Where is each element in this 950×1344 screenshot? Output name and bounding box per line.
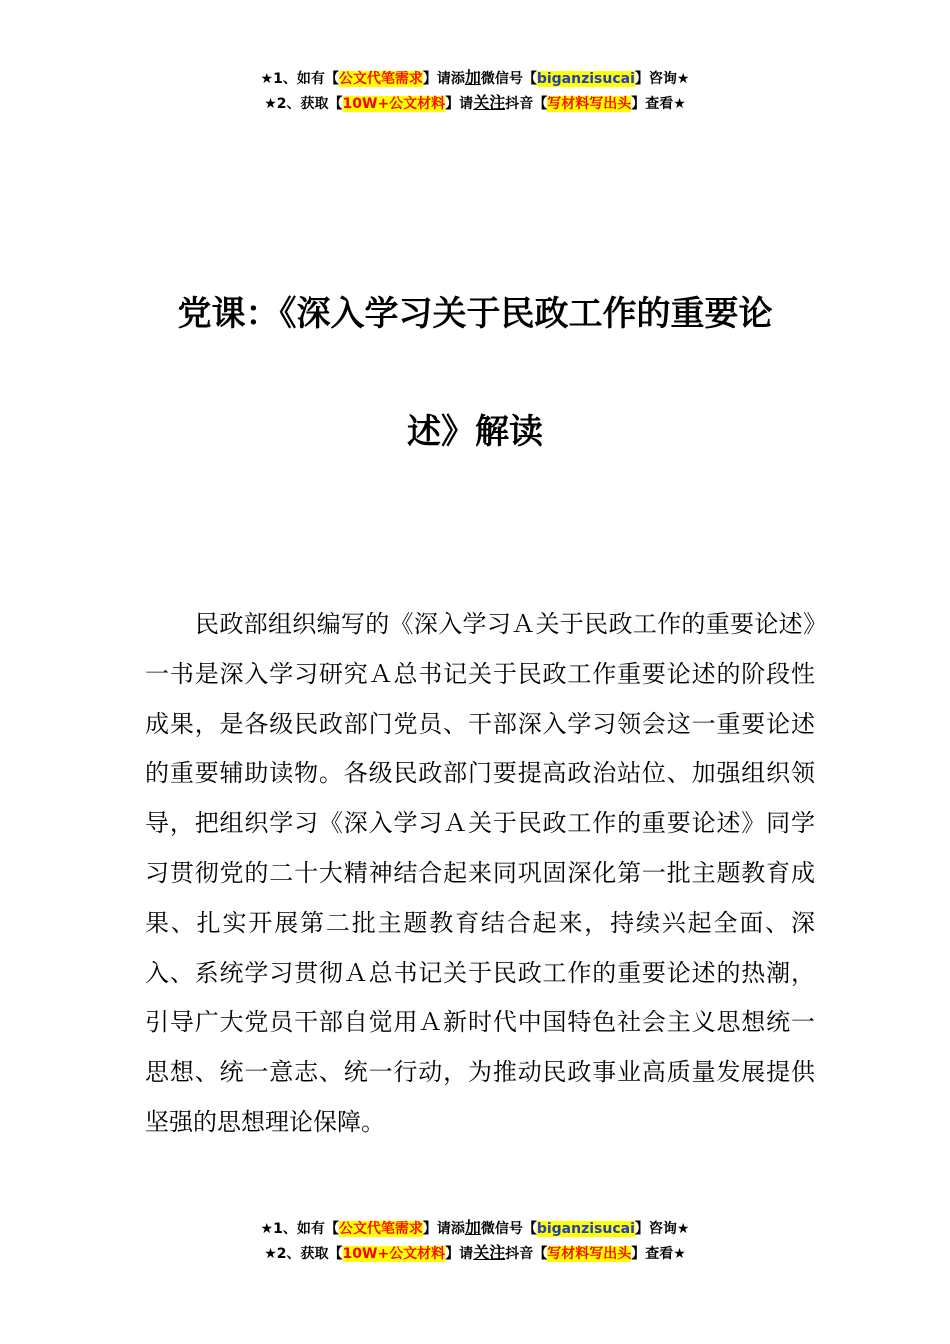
promo-line-1-prefix: ★1、如有【 <box>260 71 339 87</box>
promo-line-2-suffix: 】查看★ <box>631 1246 686 1262</box>
promo-line-2-suffix: 】查看★ <box>631 96 686 112</box>
promo-materials-highlight: 10W+公文材料 <box>342 96 446 112</box>
bottom-promo-banner <box>0 1216 950 1266</box>
promo-douyin-highlight: 写材料写出头 <box>547 1246 632 1262</box>
promo-materials-highlight: 10W+公文材料 <box>342 1246 446 1262</box>
promo-line-1-suffix: 】咨询★ <box>634 1221 690 1237</box>
promo-service-highlight: 公文代笔需求 <box>338 1221 423 1237</box>
promo-wechat-id-highlight: biganzisucai <box>536 1221 635 1237</box>
promo-line-2-emphasis: 关注 <box>473 93 506 112</box>
promo-line-2 <box>0 91 950 116</box>
promo-line-2-mid2: 抖音【 <box>505 96 548 112</box>
document-title-line-2: 述》解读 <box>407 412 543 452</box>
document-title-line-1: 党课：《深入学习关于民政工作的重要论 <box>177 294 773 334</box>
promo-line-1-emphasis: 加 <box>464 68 481 87</box>
promo-line-1-prefix: ★1、如有【 <box>260 1221 339 1237</box>
promo-line-1 <box>0 1216 950 1241</box>
promo-service-highlight: 公文代笔需求 <box>338 71 423 87</box>
promo-line-1-mid: 】请添 <box>422 1221 465 1237</box>
promo-line-2-emphasis: 关注 <box>473 1243 506 1262</box>
promo-line-1-suffix: 】咨询★ <box>634 71 690 87</box>
body-paragraph: 民政部组织编写的《深入学习Ａ关于民政工作的重要论述》一书是深入学习研究Ａ总书记关于民政工作重要论述的阶段性成果，是各级民政部门党员、干部深入学习领会这一重要论述的重要辅助读物。各级民政部门要提高政治站位、加强组织领导，把组织学习《深入学习Ａ关于民政工作的重要论述》同学习贯彻党的二十大精神结合起来同巩固深化第一批主题教育成果、扎实开展第二批主题教育结合起来，持续兴起全面、深入、系统学习贯彻Ａ总书记关于民政工作的重要论述的热潮，引导广大党员干部自觉用Ａ新时代中国特色社会主义思想统一思想、统一意志、统一行动，为推动民政事业高质量发展提供坚强的思想理论保障。 <box>145 610 815 1136</box>
promo-line-1 <box>0 66 950 91</box>
promo-line-1-emphasis: 加 <box>464 1218 481 1237</box>
promo-line-2-mid: 】请 <box>445 96 474 112</box>
promo-line-1-mid: 】请添 <box>422 71 465 87</box>
promo-wechat-id-highlight: biganzisucai <box>536 71 635 87</box>
promo-line-2-mid2: 抖音【 <box>505 1246 548 1262</box>
promo-line-2 <box>0 1241 950 1266</box>
top-promo-banner <box>0 66 950 116</box>
promo-line-2-prefix: ★2、获取【 <box>264 96 343 112</box>
promo-douyin-highlight: 写材料写出头 <box>547 96 632 112</box>
promo-line-1-mid2: 微信号【 <box>480 71 537 87</box>
promo-line-2-mid: 】请 <box>445 1246 474 1262</box>
promo-line-1-mid2: 微信号【 <box>480 1221 537 1237</box>
promo-line-2-prefix: ★2、获取【 <box>264 1246 343 1262</box>
